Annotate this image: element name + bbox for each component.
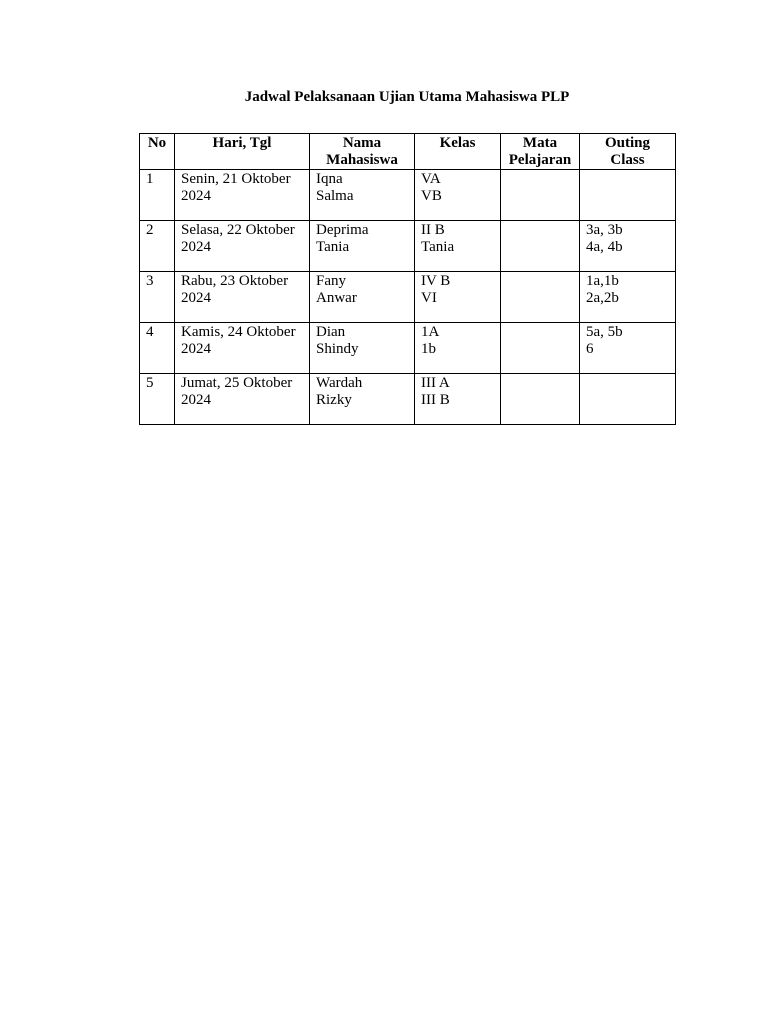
cell-outing-class: 1a,1b 2a,2b bbox=[580, 272, 676, 323]
table-row bbox=[140, 374, 676, 425]
cell-mata-pelajaran bbox=[501, 221, 580, 272]
cell-no: 5 bbox=[140, 374, 175, 425]
cell-kelas: 1A 1b bbox=[415, 323, 501, 374]
table-row bbox=[140, 272, 676, 323]
cell-no: 1 bbox=[140, 170, 175, 221]
cell-hari-tgl: Selasa, 22 Oktober 2024 bbox=[175, 221, 310, 272]
cell-kelas: III A III B bbox=[415, 374, 501, 425]
cell-kelas: II B Tania bbox=[415, 221, 501, 272]
header-hari-tgl: Hari, Tgl bbox=[175, 134, 310, 170]
cell-hari-tgl: Kamis, 24 Oktober 2024 bbox=[175, 323, 310, 374]
cell-nama: Iqna Salma bbox=[310, 170, 415, 221]
cell-nama: Dian Shindy bbox=[310, 323, 415, 374]
header-kelas: Kelas bbox=[415, 134, 501, 170]
cell-mata-pelajaran bbox=[501, 272, 580, 323]
cell-kelas: IV B VI bbox=[415, 272, 501, 323]
cell-outing-class: 5a, 5b 6 bbox=[580, 323, 676, 374]
cell-hari-tgl: Senin, 21 Oktober 2024 bbox=[175, 170, 310, 221]
cell-no: 2 bbox=[140, 221, 175, 272]
table-row bbox=[140, 170, 676, 221]
cell-outing-class bbox=[580, 170, 676, 221]
table-row bbox=[140, 323, 676, 374]
header-nama-mahasiswa: Nama Mahasiswa bbox=[310, 134, 415, 170]
cell-outing-class bbox=[580, 374, 676, 425]
table-header-row bbox=[140, 134, 676, 170]
cell-mata-pelajaran bbox=[501, 170, 580, 221]
header-no: No bbox=[140, 134, 175, 170]
cell-mata-pelajaran bbox=[501, 323, 580, 374]
schedule-table bbox=[139, 133, 676, 425]
table-row bbox=[140, 221, 676, 272]
header-mata-pelajaran: Mata Pelajaran bbox=[501, 134, 580, 170]
cell-nama: Deprima Tania bbox=[310, 221, 415, 272]
cell-mata-pelajaran bbox=[501, 374, 580, 425]
header-outing-class: Outing Class bbox=[580, 134, 676, 170]
cell-outing-class: 3a, 3b 4a, 4b bbox=[580, 221, 676, 272]
cell-no: 3 bbox=[140, 272, 175, 323]
cell-hari-tgl: Jumat, 25 Oktober 2024 bbox=[175, 374, 310, 425]
cell-no: 4 bbox=[140, 323, 175, 374]
cell-nama: Fany Anwar bbox=[310, 272, 415, 323]
cell-nama: Wardah Rizky bbox=[310, 374, 415, 425]
cell-hari-tgl: Rabu, 23 Oktober 2024 bbox=[175, 272, 310, 323]
page-title: Jadwal Pelaksanaan Ujian Utama Mahasiswa PLP bbox=[244, 89, 570, 105]
cell-kelas: VA VB bbox=[415, 170, 501, 221]
